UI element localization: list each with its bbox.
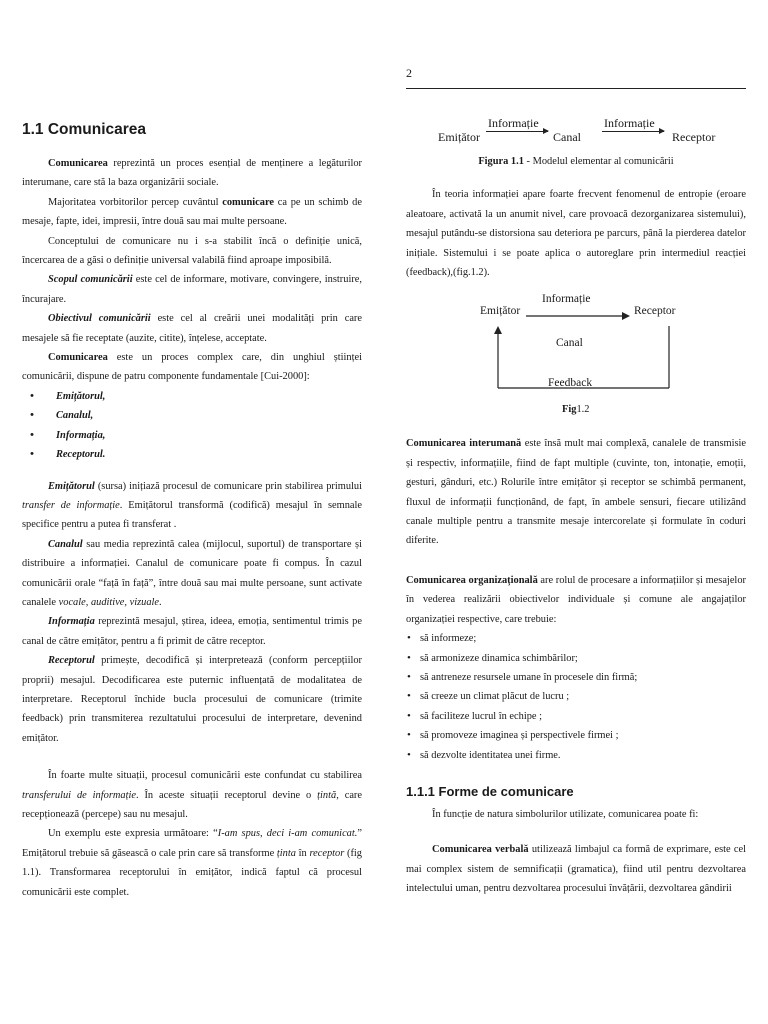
- text: În foarte multe situații, procesul comunicării este confundat cu stabilirea: [48, 770, 362, 782]
- paragraph: În funcție de natura simbolurilor utilizate, comunicarea poate fi:: [432, 808, 699, 820]
- list-item: • Canalul,: [22, 406, 362, 425]
- term: Comunicarea verbală: [432, 844, 529, 856]
- text: . Emițătorul transformă (codifică) mesajul în semnale specifice pentru a putea fi transferat .: [22, 499, 362, 531]
- list-item: • să promoveze imaginea și perspectivele firmei ;: [406, 726, 746, 745]
- text: (fig 1.1). Transformarea receptorului în emițător, indică faptul că procesul comunicării este complet.: [22, 847, 362, 898]
- paragraph: [22, 348, 362, 387]
- list-item: • să armonizeze dinamica schimbărilor;: [406, 649, 746, 668]
- arrowhead-icon: [494, 326, 502, 334]
- text: sau media reprezintă calea (mijlocul, suportul) de transportare și distribuire a informației. Canalul de comunicare poate fi compus. În cazul comunicării orale “față în față”, între două sau mai multe persoane, sunt activate canalele: [22, 538, 362, 608]
- diagram-label-receptor: Receptor: [634, 305, 676, 318]
- requirements-list: [406, 629, 746, 765]
- paragraph: Conceptului de comunicare nu i s-a stabilit încă o definiție unică, încercarea de a găsi o definiție universal valabilă fiind aproape imposibilă.: [22, 235, 362, 267]
- diagram-label-canal: Canal: [553, 130, 581, 144]
- text: Un exemplu este expresia următoare: “: [48, 828, 218, 840]
- diagram-label-canal: Canal: [556, 337, 583, 350]
- section-heading: 1.1 Comunicarea: [22, 121, 147, 138]
- text: în: [295, 847, 310, 859]
- term: Comunicarea: [48, 352, 108, 364]
- emphasis: I-am spus, deci i-am comunicat.: [217, 828, 358, 840]
- text: (sursa) inițiază procesul de comunicare prin stabilirea primului: [94, 480, 362, 492]
- list-item: • să dezvolte identitatea unei firme.: [406, 746, 746, 765]
- caption-text: - Modelul elementar al comunicării: [523, 156, 674, 167]
- emphasis: țintă: [317, 789, 337, 801]
- term: Comunicarea interumană: [406, 438, 522, 450]
- text: este un proces complex care, din unghiul științei comunicării, dispune de patru componente fundamentale [Cui-2000]:: [22, 352, 362, 383]
- arrowhead-icon: [622, 312, 630, 320]
- figure-1-diagram: [406, 112, 746, 152]
- text: Majoritatea vorbitorilor percep cuvântul: [48, 196, 223, 208]
- text: , care recepționează (percepe) sau nu mesajul.: [22, 789, 363, 820]
- term: Canalul: [48, 538, 83, 550]
- text: ” Emițătorul trebuie să găsească o cale prin care să transforme: [22, 828, 362, 859]
- emphasis: transfer de informație: [22, 499, 120, 511]
- text: .: [159, 596, 162, 608]
- arrow-icon: [486, 131, 548, 132]
- term: Comunicarea: [48, 158, 108, 169]
- term: Obiectivul comunicării: [48, 313, 151, 325]
- paragraph: [406, 840, 746, 898]
- figure-caption: [406, 152, 746, 171]
- diagram-label-receptor: Receptor: [672, 130, 716, 144]
- paragraph: [22, 612, 362, 651]
- diagram-label-emitator: Emițător: [480, 305, 521, 318]
- header-rule: [406, 88, 746, 89]
- list-item: • Informația,: [22, 426, 362, 445]
- page-number: 2: [406, 66, 412, 80]
- emphasis: ținta: [276, 847, 296, 859]
- list-item: • să faciliteze lucrul în echipe ;: [406, 707, 746, 726]
- left-column: [22, 120, 362, 902]
- term: Comunicarea organizațională: [406, 574, 538, 586]
- paragraph: [22, 651, 362, 748]
- caption-label: Figura 1.1: [478, 156, 524, 167]
- paragraph: [22, 309, 362, 348]
- text: este însă mult mai complexă, canalele de transmisie și respectiv, informațiile, fiind de fapt multiple (cuvinte, ton, intonație, emoții, gesturi, gânduri, etc.) Rolurile între emițător și receptor se schimbă permanent, fluxul de informații funcționând, de fapt, în ambele sensuri, fiecare utilizând canale multiple pentru a transmite mesaje intercorelate și formulate în coduri diferite.: [406, 438, 747, 547]
- text: reprezintă mesajul, știrea, ideea, emoția, sentimentul trimis pe canal de către emițător, pentru a fi primit de către receptor.: [22, 616, 362, 647]
- subsection-heading: 1.1.1 Forme de comunicare: [406, 783, 574, 799]
- diagram-label-informatie: Informație: [488, 116, 539, 130]
- text: primește, decodifică și interpretează (conform percepțiilor proprii) mesajul. Decodificarea este puternic influențată de modalitatea de interpretare. Receptorul închide bucla procesului de comunicare (trimite feedback) prin transmiterea rezultatului procesului de interpretare, devenind emițător.: [22, 655, 362, 744]
- term: Scopul comunicării: [48, 274, 133, 286]
- text: este cel al creării unei modalități prin care mesajele să fie receptate (auzite, citite), înțelese, acceptate.: [22, 313, 362, 344]
- figure-caption: [562, 400, 590, 419]
- text: utilizează limbajul ca formă de exprimare, este cel mai complex sistem de semnificații (gramatica), fiind util pentru dezvoltarea intelectului uman, pentru dezvoltarea procesului învățării, dezvoltarea gândirii: [406, 844, 746, 895]
- paragraph: [406, 571, 746, 629]
- caption-number: 1.2: [576, 404, 590, 416]
- text: este cel de informare, motivare, convingere, instruire, încurajare.: [22, 274, 362, 305]
- emphasis: vocale, auditive, vizuale: [58, 596, 160, 608]
- text: ca pe un schimb de mesaje, fapte, idei, impresii, între două sau mai multe persoane.: [22, 196, 362, 228]
- text: reprezintă un proces esențial de menținere a legăturilor interumane, care stă la baza organizării sociale.: [22, 158, 362, 189]
- diagram-label-informatie: Informație: [542, 293, 591, 306]
- diagram-label-emitator: Emițător: [438, 130, 480, 144]
- term: comunicare: [222, 196, 275, 208]
- paragraph: În teoria informației apare foarte frecvent fenomenul de entropie (eroare aleatoare, activată la un anumit nivel, care provoacă dezorganizarea sistemului), mesajul putându-se distorsiona sau deteriora pe parcurs, până la pierderea datelor inițiale. Sistemului i se poate aplica o autoreglare prin intermediul reacției (feedback),(fig.1.2).: [406, 189, 746, 279]
- term: Emițătorul: [48, 480, 95, 492]
- paragraph: [406, 434, 746, 550]
- paragraph: [22, 193, 362, 232]
- list-item: • să antreneze resursele umane în procesele din firmă;: [406, 668, 746, 687]
- figure-2-diagram: [406, 290, 746, 430]
- diagram-label-informatie: Informație: [604, 116, 655, 130]
- paragraph: [22, 824, 362, 902]
- paragraph: [22, 154, 362, 193]
- arrow-icon: [602, 131, 664, 132]
- diagram-label-feedback: Feedback: [548, 377, 593, 390]
- list-item: • Receptorul.: [22, 445, 362, 464]
- emphasis: transferului de informație: [22, 789, 136, 801]
- right-column: [406, 112, 746, 899]
- caption-label: Fig: [562, 404, 577, 416]
- components-list: [22, 387, 362, 465]
- list-item: • să creeze un climat plăcut de lucru ;: [406, 687, 746, 706]
- paragraph: [22, 766, 362, 824]
- paragraph: [22, 477, 362, 535]
- paragraph: [22, 535, 362, 613]
- text: . În aceste situații receptorul devine o: [135, 789, 318, 801]
- paragraph: [22, 270, 362, 309]
- term: Informația: [48, 616, 95, 628]
- text: are rolul de procesare a informațiilor și mesajelor în vederea realizării obiectivelor individuale și comune ale angajaților organizației respective, care trebuie:: [406, 574, 746, 625]
- term: Receptorul: [48, 655, 95, 667]
- list-item: • să informeze;: [406, 629, 746, 648]
- emphasis: receptor: [309, 847, 345, 859]
- list-item: • Emițătorul,: [22, 387, 362, 406]
